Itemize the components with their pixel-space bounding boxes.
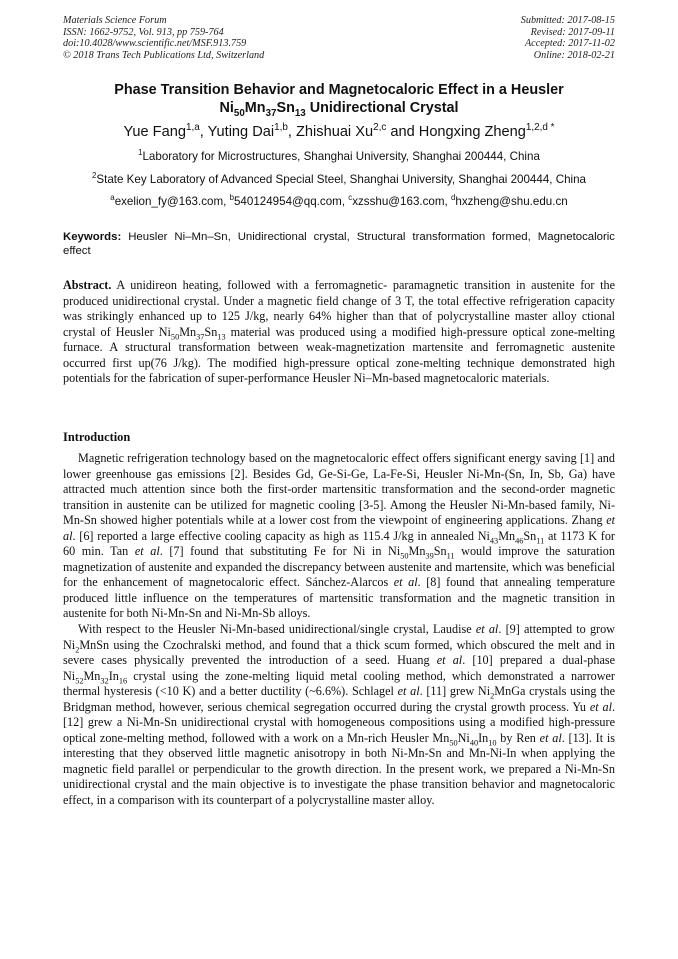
paper-title [63, 81, 615, 117]
date-submitted: Submitted: 2017-08-15 [520, 15, 615, 26]
email-link[interactable]: hxzheng@shu.edu.cn [455, 195, 568, 208]
affiliation-2: $^2$State Key Laboratory of Advanced Special Steel, Shanghai University, Shanghai 200444, China [91, 171, 586, 186]
date-accepted: Accepted: 2017-11-02 [524, 38, 615, 50]
abstract-label: Abstract. [63, 278, 112, 292]
journal-issn: ISSN: 1662-9752, Vol. 913, pp 759-764 [63, 26, 224, 38]
journal-name: Materials Science Forum [63, 15, 167, 26]
journal-copyright: © 2018 Trans Tech Publications Ltd, Switzerland [63, 49, 265, 61]
author-name: Yuting Dai [207, 124, 275, 140]
keywords-label: Keywords: [63, 231, 122, 243]
submission-dates [521, 15, 615, 61]
date-revised: Revised: 2017-09-11 [530, 26, 615, 38]
title-line-1: Phase Transition Behavior and Magnetocaloric Effect in a Heusler [114, 82, 564, 98]
email-link[interactable]: exelion_fy@163.com [114, 195, 224, 208]
keywords-text: Heusler Ni–Mn–Sn, Unidirectional crystal, Structural transformation formed, Magnetocaloric effect [63, 231, 615, 257]
title-line-2: $Ni_{50}Mn_{37}Sn_{13}$ Unidirectional Crystal [219, 100, 459, 119]
journal-info [63, 15, 264, 61]
paragraph: With respect to the Heusler Ni-Mn-based unidirectional/single crystal, Laudise et al. [9] attempted to grow $Ni_2MnSn$ using the Czochralski method, and found that a thick scum formed, which obscured the melt and in severe cases physically prevented the introduction of a seed. Huang et al. [10] prepared a dual-phase $Ni_{52}Mn_{32}In_{16}$ crystal using the zone-melting liquid metal cooling method, which demonstrated a narrower thermal hysteresis (<10 K) and a better ductility (~6.6%). Schlagel et al. [11] grew $Ni_2MnGa$ crystals using the Bridgman method, however, serious chemical segregation occurred during the crystal growth process. Yu et al. [12] grew a Ni-Mn-Sn unidirectional crystal with homogeneous compositions using a modified high-pressure optical zone-melting method, followed with a work on a Mn-rich Heusler $Mn_{50}Ni_{40}In_{10}$ by Ren et al. [13]. It is interesting that they observed little magnetic anisotropy in both Ni-Mn-Sn and Mn-Ni-In when applying the magnetic field parallel or perpendicular to the growth direction. In the present work, we prepared a Ni-Mn-Sn unidirectional crystal and the main objective is to investigate the phase transition behavior and magnetocaloric effect, in a comparison with its counterpart of a polycrystalline master alloy. [63, 622, 616, 808]
introduction-body [63, 451, 615, 809]
section-heading-introduction: Introduction [63, 430, 131, 444]
journal-doi[interactable]: doi:10.4028/www.scientific.net/MSF.913.759 [63, 38, 247, 50]
keywords [63, 230, 615, 258]
author-name: Zhishuai Xu [296, 124, 374, 140]
author-name: Yue Fang [123, 124, 186, 140]
abstract: Abstract. A unidireon heating, followed with a ferromagnetic- paramagnetic transition in austenite for the produced unidirectional crystal. Under a magnetic field change of 3 T, the total effective refrigeration capacity was strikingly enhanced up to 125 J/kg, nearly 64% higher than that of polycrystalline master alloy ctional crystal of Heusler $Ni_{50}Mn_{37}Sn_{13}$ material was produced using a modified high-pressure optical zone-melting furnace. A structural transformation between weak-magnetization martensite and ferromagnetic austenite occurred first up(76 J/kg). The modified high-pressure optical zone-melting technique demonstrated high potentials for the fabrication of super-performance Heusler Ni–Mn-based magnetocaloric materials. [63, 278, 615, 386]
email-link[interactable]: xzsshu@163.com [352, 195, 445, 208]
email-link[interactable]: 540124954@qq.com [233, 195, 342, 208]
author-emails: $^a$exelion_fy@163.com, $^b$540124954@qq.com, $^c$xzsshu@163.com, $^d$hxzheng@shu.edu.cn [110, 193, 568, 208]
paragraph: Magnetic refrigeration technology based on the magnetocaloric effect offers significant energy saving [1] and lower greenhouse gas emissions [2]. Besides Gd, Ge-Si-Ge, La-Fe-Si, Heusler Ni-Mn-(Sn, In, Sb, Ga) have attracted much attention since both the first-order martensitic transformation and the second-order magnetic transition in austenite can be utilized for magnetic cooling [3-5]. Among the Heusler Ni-Mn-based family, Ni-Mn-Sn showed higher potentials while at a lower cost from the viewpoint of engineering applications. Zhang et al. [6] reported a large effective cooling capacity as high as 115.4 J/kg in annealed $Ni_{43}Mn_{46}Sn_{11}$ at 1173 K for 60 min. Tan et al. [7] found that substituting Fe for Ni in $Ni_{50}Mn_{39}Sn_{11}$ would improve the saturation magnetization of austenite and expanded the discrepancy between austenite and martensite, which was beneficial for the enhancement of magnetocaloric effect. Sánchez-Alarcos et al. [8] found that annealing temperature produced little influence on the temperatures of martensitic transformation and the magnetic transition in austenite for both Ni-Mn-Sn and Ni-Mn-Sb alloys. [63, 451, 616, 621]
date-online: Online: 2018-02-21 [533, 49, 615, 61]
affiliation-1: $^1$Laboratory for Microstructures, Shanghai University, Shanghai 200444, China [138, 148, 540, 163]
author-name: Hongxing Zheng [418, 124, 526, 140]
author-list: Yue Fang$^{1,a}$, Yuting Dai$^{1,b}$, Zhishuai Xu$^{2,c}$ and Hongxing Zheng$^{1,2,d *}$ [123, 122, 555, 140]
